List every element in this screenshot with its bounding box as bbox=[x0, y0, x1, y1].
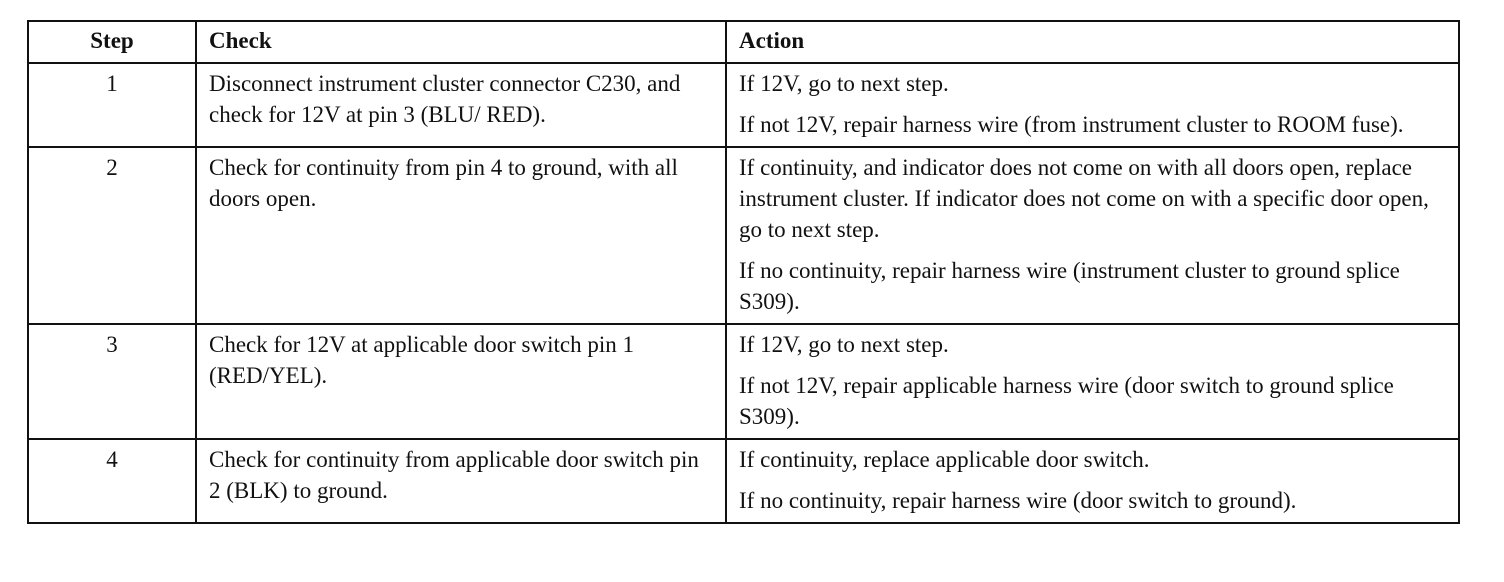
step-number: 2 bbox=[28, 147, 196, 324]
action-text: If 12V, go to next step. bbox=[739, 71, 949, 96]
action-text: If not 12V, repair harness wire (from instrument cluster to ROOM fuse). bbox=[739, 112, 1404, 137]
action-cell bbox=[726, 63, 1459, 147]
table-row bbox=[28, 63, 1459, 147]
action-cell bbox=[726, 147, 1459, 324]
step-column-header: Step bbox=[28, 21, 196, 63]
action-text: If no continuity, repair harness wire (door switch to ground). bbox=[739, 488, 1297, 513]
table-header-row bbox=[28, 21, 1459, 63]
action-text: If not 12V, repair applicable harness wire (door switch to ground splice S309). bbox=[739, 373, 1394, 429]
check-column-header: Check bbox=[196, 21, 726, 63]
diagnostic-table bbox=[27, 20, 1460, 524]
check-cell: Disconnect instrument cluster connector C230, and check for 12V at pin 3 (BLU/ RED). bbox=[196, 63, 726, 147]
table-row bbox=[28, 439, 1459, 523]
action-cell bbox=[726, 324, 1459, 439]
action-text: If continuity, and indicator does not come on with all doors open, replace instrument cluster. If indicator does not come on with a specific door open, go to next step. bbox=[739, 155, 1429, 242]
check-cell: Check for continuity from pin 4 to ground, with all doors open. bbox=[196, 147, 726, 324]
action-text: If no continuity, repair harness wire (instrument cluster to ground splice S309). bbox=[739, 258, 1400, 314]
check-cell: Check for continuity from applicable door switch pin 2 (BLK) to ground. bbox=[196, 439, 726, 523]
check-cell: Check for 12V at applicable door switch pin 1 (RED/YEL). bbox=[196, 324, 726, 439]
step-number: 3 bbox=[28, 324, 196, 439]
step-number: 1 bbox=[28, 63, 196, 147]
action-cell bbox=[726, 439, 1459, 523]
table-row bbox=[28, 147, 1459, 324]
action-text: If continuity, replace applicable door switch. bbox=[739, 447, 1150, 472]
action-column-header: Action bbox=[726, 21, 1459, 63]
table-row bbox=[28, 324, 1459, 439]
action-text: If 12V, go to next step. bbox=[739, 332, 949, 357]
step-number: 4 bbox=[28, 439, 196, 523]
